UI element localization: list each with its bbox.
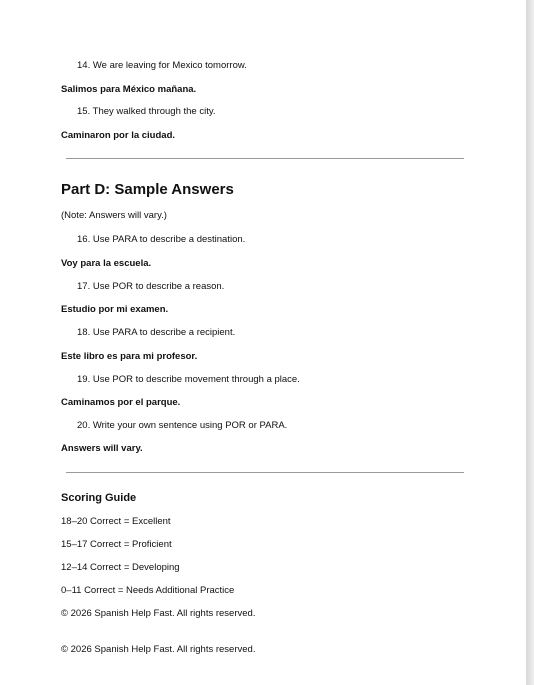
scoring-guide-heading: Scoring Guide — [61, 492, 137, 504]
answer-14: Salimos para México mañana. — [61, 84, 197, 95]
answer-18: Este libro es para mi profesor. — [61, 351, 198, 362]
answer-19: Caminamos por el parque. — [61, 397, 181, 408]
footer-copyright: © 2026 Spanish Help Fast. All rights reserved. — [61, 644, 256, 655]
question-15: 15. They walked through the city. — [77, 106, 216, 117]
question-20: 20. Write your own sentence using POR or PARA. — [77, 420, 288, 431]
answer-16: Voy para la escuela. — [61, 258, 152, 269]
question-14: 14. We are leaving for Mexico tomorrow. — [77, 60, 247, 71]
answer-17: Estudio por mi examen. — [61, 304, 169, 315]
scoring-line: 0–11 Correct = Needs Additional Practice — [61, 585, 235, 596]
answer-20: Answers will vary. — [61, 443, 143, 454]
scoring-line: 15–17 Correct = Proficient — [61, 539, 172, 550]
part-d-heading: Part D: Sample Answers — [61, 181, 234, 198]
answer-15: Caminaron por la ciudad. — [61, 130, 176, 141]
copyright-notice: © 2026 Spanish Help Fast. All rights reserved. — [61, 608, 256, 619]
part-d-note: (Note: Answers will vary.) — [61, 210, 167, 221]
page-edge — [526, 0, 534, 685]
section-divider — [66, 158, 464, 159]
question-19: 19. Use POR to describe movement through a place. — [77, 374, 300, 385]
question-18: 18. Use PARA to describe a recipient. — [77, 327, 236, 338]
question-17: 17. Use POR to describe a reason. — [77, 281, 225, 292]
scoring-line: 18–20 Correct = Excellent — [61, 516, 171, 527]
section-divider — [66, 472, 464, 473]
question-16: 16. Use PARA to describe a destination. — [77, 234, 246, 245]
scoring-line: 12–14 Correct = Developing — [61, 562, 180, 573]
